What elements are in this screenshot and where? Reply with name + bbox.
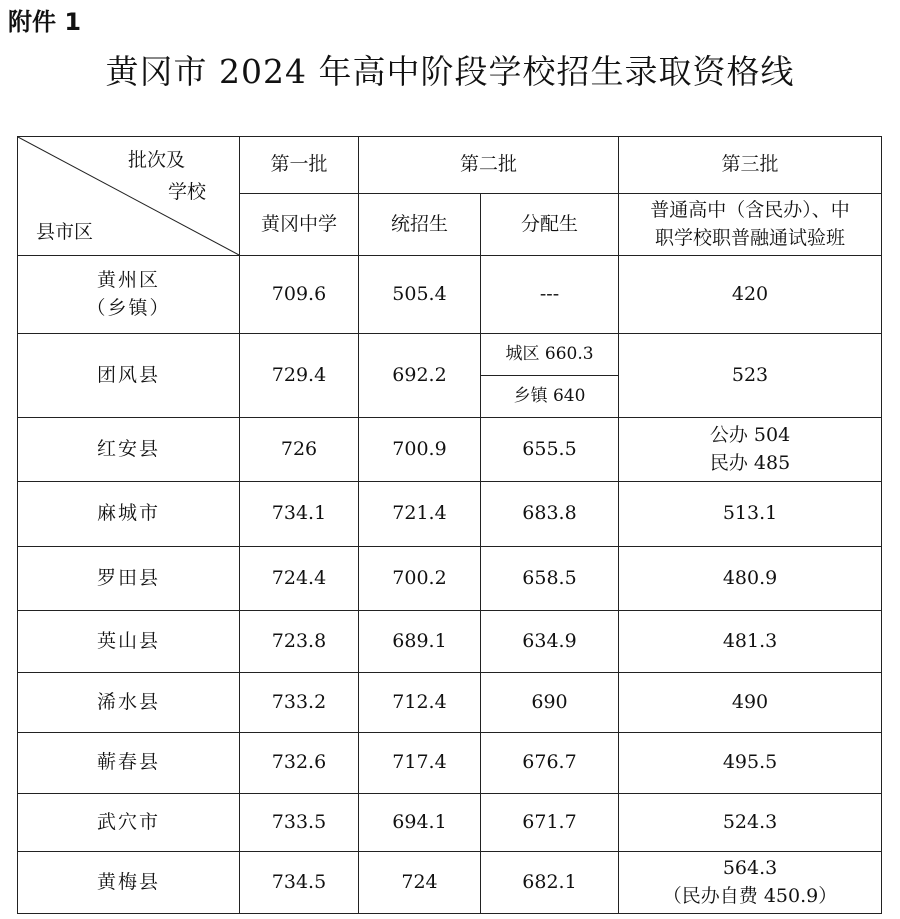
- district-name: 红安县: [18, 418, 240, 482]
- table-row: [18, 733, 882, 794]
- header-corner-cell: [18, 137, 240, 256]
- huanggang-score: 734.5: [240, 852, 359, 914]
- allocated-score: 655.5: [481, 418, 619, 482]
- unified-score: 694.1: [359, 794, 481, 852]
- district-cell: [18, 256, 240, 334]
- admission-score-table: [17, 136, 882, 914]
- allocated-score: 683.8: [481, 482, 619, 547]
- third-batch-public-score: 公办 504: [709, 423, 791, 446]
- third-batch-score: 523: [619, 334, 882, 418]
- header-unified: 统招生: [359, 194, 481, 256]
- huanggang-score: 733.5: [240, 794, 359, 852]
- unified-score: 692.2: [359, 334, 481, 418]
- header-third-line1: 普通高中（含民办）、中: [650, 198, 850, 221]
- corner-label-district: 县市区: [36, 221, 94, 243]
- table-row: [18, 418, 882, 482]
- table-row: [18, 794, 882, 852]
- third-batch-cell: [619, 852, 882, 914]
- unified-score: 505.4: [359, 256, 481, 334]
- allocated-score: ---: [481, 256, 619, 334]
- third-batch-score: 524.3: [619, 794, 882, 852]
- document-title: 黄冈市 2024 年高中阶段学校招生录取资格线: [105, 52, 795, 91]
- header-batch1: 第一批: [240, 137, 359, 194]
- table-row: [18, 547, 882, 611]
- allocated-score: 671.7: [481, 794, 619, 852]
- table-row: [18, 852, 882, 914]
- allocated-score: 634.9: [481, 611, 619, 673]
- table-row: [18, 256, 882, 334]
- unified-score: 721.4: [359, 482, 481, 547]
- unified-score: 724: [359, 852, 481, 914]
- allocated-score: 690: [481, 673, 619, 733]
- table-row: [18, 482, 882, 547]
- third-batch-score: 513.1: [619, 482, 882, 547]
- huanggang-score: 733.2: [240, 673, 359, 733]
- unified-score: 700.9: [359, 418, 481, 482]
- district-name: 浠水县: [18, 673, 240, 733]
- unified-score: 689.1: [359, 611, 481, 673]
- allocated-score: 682.1: [481, 852, 619, 914]
- header-third-batch-schools: [619, 194, 882, 256]
- district-name: 黄梅县: [18, 852, 240, 914]
- district-name: 麻城市: [18, 482, 240, 547]
- district-name: 团风县: [18, 334, 240, 418]
- allocated-score: 676.7: [481, 733, 619, 794]
- district-name: 武穴市: [18, 794, 240, 852]
- header-third-line2: 职学校职普融通试验班: [655, 226, 846, 249]
- huanggang-score: 709.6: [240, 256, 359, 334]
- unified-score: 717.4: [359, 733, 481, 794]
- allocated-split-cell: [481, 334, 619, 418]
- third-batch-private-note: （民办自费 450.9）: [662, 884, 838, 907]
- third-batch-score: 490: [619, 673, 882, 733]
- huanggang-score: 732.6: [240, 733, 359, 794]
- header-batch2: 第二批: [359, 137, 619, 194]
- allocated-urban-score: 城区 660.3: [481, 334, 618, 376]
- header-allocated: 分配生: [481, 194, 619, 256]
- third-batch-score: 564.3: [722, 856, 778, 879]
- header-huanggang-school: 黄冈中学: [240, 194, 359, 256]
- table-row: [18, 611, 882, 673]
- huanggang-score: 734.1: [240, 482, 359, 547]
- district-note: （乡镇）: [86, 296, 171, 319]
- table-row: [18, 334, 882, 418]
- third-batch-score: 420: [619, 256, 882, 334]
- header-batch3: 第三批: [619, 137, 882, 194]
- district-name: 黄州区: [96, 268, 160, 291]
- allocated-town-score: 乡镇 640: [513, 386, 586, 407]
- unified-score: 712.4: [359, 673, 481, 733]
- allocated-score: 658.5: [481, 547, 619, 611]
- third-batch-private-score: 民办 485: [709, 451, 791, 474]
- third-batch-score: 495.5: [619, 733, 882, 794]
- table-row: [18, 673, 882, 733]
- huanggang-score: 723.8: [240, 611, 359, 673]
- unified-score: 700.2: [359, 547, 481, 611]
- district-name: 罗田县: [18, 547, 240, 611]
- huanggang-score: 726: [240, 418, 359, 482]
- corner-label-batch: 批次及: [128, 149, 186, 171]
- third-batch-score: 480.9: [619, 547, 882, 611]
- huanggang-score: 724.4: [240, 547, 359, 611]
- third-batch-cell: [619, 418, 882, 482]
- district-name: 英山县: [18, 611, 240, 673]
- third-batch-score: 481.3: [619, 611, 882, 673]
- district-name: 蕲春县: [18, 733, 240, 794]
- corner-label-school: 学校: [168, 181, 207, 203]
- attachment-label: 附件 1: [8, 8, 82, 36]
- huanggang-score: 729.4: [240, 334, 359, 418]
